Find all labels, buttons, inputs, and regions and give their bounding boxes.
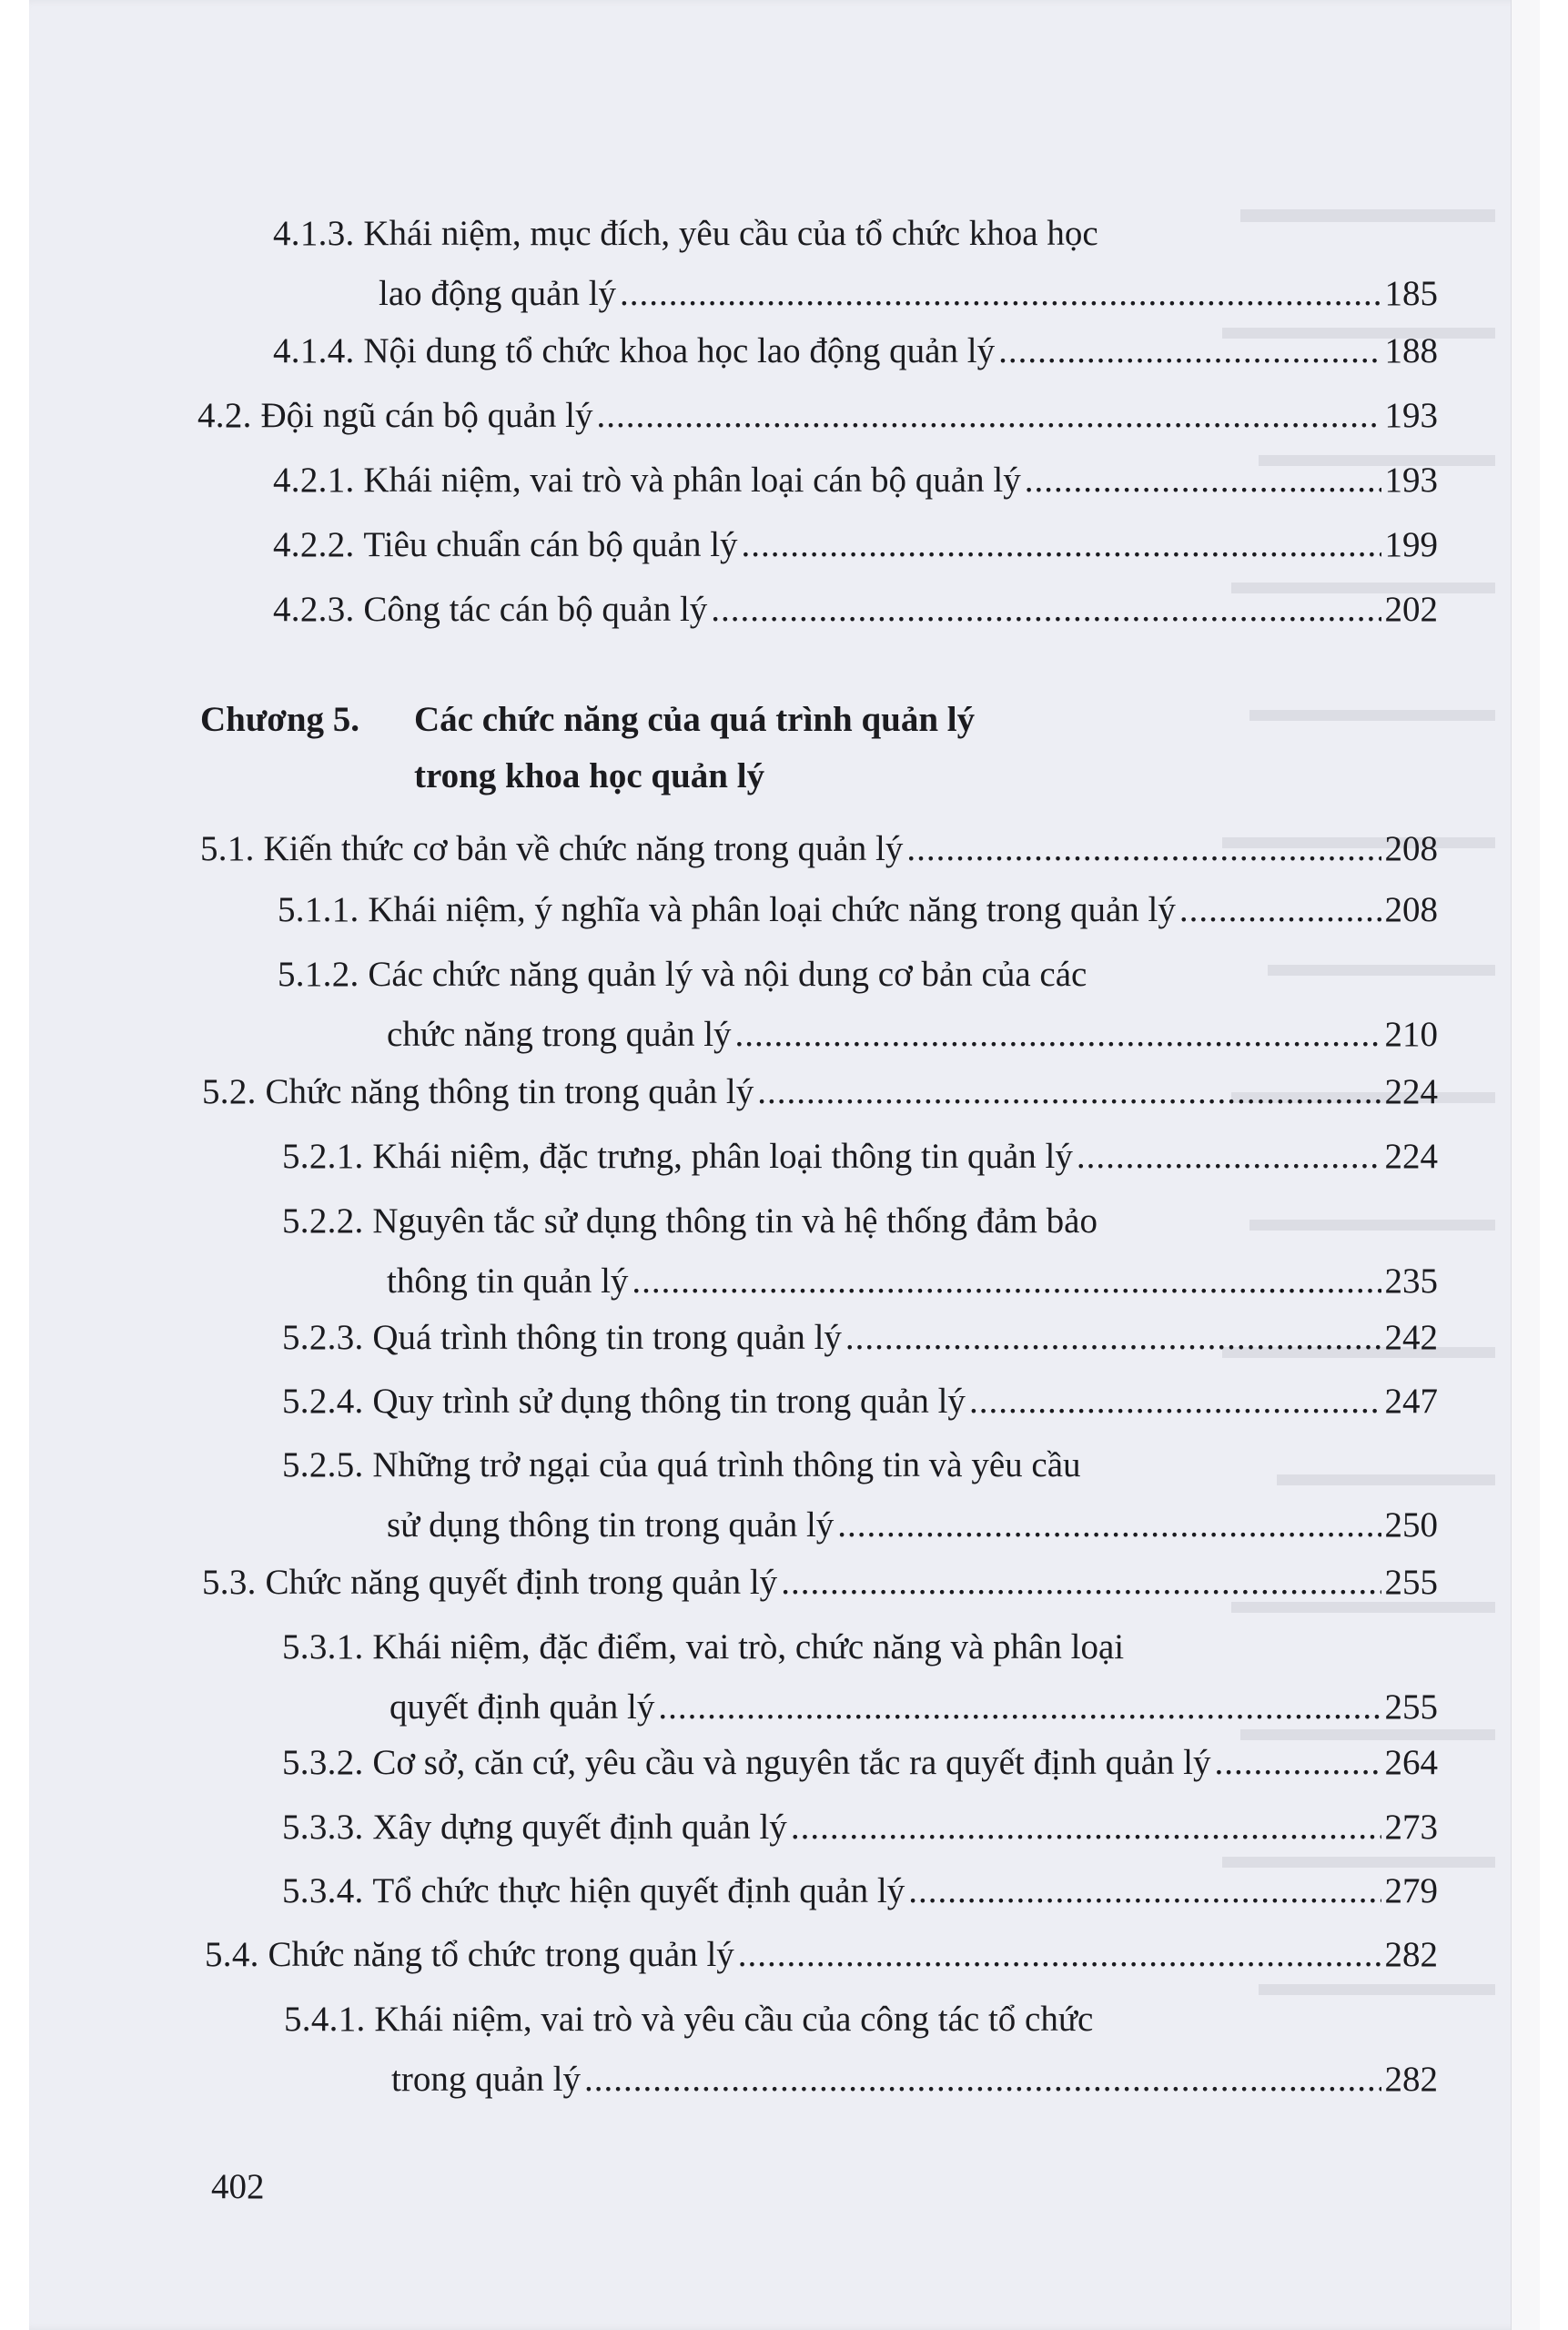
dot-leader: [738, 1925, 1381, 1985]
entry-number: 5.4.1.: [284, 2000, 366, 2039]
entry-number: 5.2.1.: [282, 1137, 364, 1176]
toc-entry-5-1[interactable]: [200, 819, 1438, 879]
toc-entry-5-1-2[interactable]: [278, 945, 1438, 1065]
toc-entry-5-2-2[interactable]: [282, 1191, 1438, 1312]
entry-number: 5.2.: [202, 1072, 257, 1111]
entry-number: 5.1.: [200, 829, 255, 868]
entry-title-continued: trong quản lý: [391, 2060, 581, 2099]
entry-number: 4.1.3.: [273, 214, 355, 253]
chapter-label: Chương 5.: [200, 700, 360, 739]
entry-title: Nội dung tổ chức khoa học lao động quản lý: [363, 331, 996, 370]
toc-entry-5-2-1[interactable]: [282, 1127, 1438, 1187]
entry-page-number: 264: [1384, 1743, 1438, 1782]
page-folio: 402: [211, 2167, 265, 2206]
entry-page-number: 279: [1384, 1871, 1438, 1910]
dot-leader: [1025, 451, 1381, 511]
entry-title: Chức năng thông tin trong quản lý: [265, 1072, 754, 1111]
toc-entry-4-2-1[interactable]: [273, 451, 1438, 511]
dot-leader: [837, 1495, 1381, 1555]
entry-number: 5.2.3.: [282, 1318, 364, 1357]
entry-title: Chức năng quyết định trong quản lý: [265, 1563, 778, 1602]
entry-page-number: 255: [1384, 1687, 1438, 1727]
entry-number: 5.3.2.: [282, 1743, 364, 1782]
entry-number: 4.2.2.: [273, 525, 355, 564]
dot-leader: [1077, 1127, 1381, 1187]
entry-title: Cơ sở, căn cứ, yêu cầu và nguyên tắc ra quyết định quản lý: [372, 1743, 1211, 1782]
entry-page-number: 193: [1384, 461, 1438, 500]
toc-entry-5-3[interactable]: [202, 1553, 1438, 1613]
entry-title-continued: thông tin quản lý: [387, 1261, 629, 1301]
entry-title: Nguyên tắc sử dụng thông tin và hệ thống đảm bảo: [372, 1201, 1098, 1241]
dot-leader: [781, 1553, 1381, 1613]
toc-entry-5-4-1[interactable]: [284, 1990, 1438, 2110]
dot-leader: [620, 264, 1381, 324]
dot-leader: [908, 1861, 1381, 1921]
entry-page-number: 273: [1384, 1808, 1438, 1847]
chapter-heading[interactable]: [200, 692, 975, 805]
entry-title: Quy trình sử dụng thông tin trong quản lý: [372, 1382, 966, 1421]
dot-leader: [906, 819, 1381, 879]
toc-entry-5-2[interactable]: [202, 1062, 1438, 1122]
entry-title-continued: sử dụng thông tin trong quản lý: [387, 1505, 835, 1545]
entry-title: Những trở ngại của quá trình thông tin và yêu cầu: [372, 1445, 1081, 1484]
dot-leader: [969, 1372, 1381, 1432]
dot-leader: [791, 1798, 1381, 1858]
entry-number: 5.3.: [202, 1563, 257, 1602]
entry-title: Khái niệm, vai trò và yêu cầu của công tác tổ chức: [374, 2000, 1094, 2039]
entry-number: 5.2.2.: [282, 1201, 364, 1241]
entry-number: 5.1.1.: [278, 890, 359, 929]
entry-page-number: 247: [1384, 1382, 1438, 1421]
dot-leader: [757, 1062, 1381, 1122]
entry-title: Khái niệm, vai trò và phân loại cán bộ quản lý: [363, 461, 1021, 500]
entry-number: 5.4.: [205, 1935, 259, 1974]
toc-entry-5-3-3[interactable]: [282, 1798, 1438, 1858]
entry-title: Khái niệm, ý nghĩa và phân loại chức năng trong quản lý: [368, 890, 1176, 929]
dot-leader: [845, 1308, 1381, 1368]
entry-page-number: 210: [1384, 1015, 1438, 1054]
entry-title: Tiêu chuẩn cán bộ quản lý: [363, 525, 738, 564]
entry-page-number: 208: [1384, 829, 1438, 868]
dot-leader: [711, 580, 1381, 640]
dot-leader: [735, 1005, 1381, 1065]
dot-leader: [596, 386, 1381, 446]
entry-page-number: 282: [1384, 1935, 1438, 1974]
entry-number: 5.2.5.: [282, 1445, 364, 1484]
entry-title-continued: quyết định quản lý: [389, 1687, 655, 1727]
entry-title: Quá trình thông tin trong quản lý: [372, 1318, 842, 1357]
dot-leader: [998, 321, 1381, 381]
entry-number: 5.1.2.: [278, 955, 359, 994]
dot-leader: [658, 1677, 1381, 1737]
entry-number: 5.3.4.: [282, 1871, 364, 1910]
entry-title: Các chức năng quản lý và nội dung cơ bản của các: [368, 955, 1087, 994]
dot-leader: [632, 1251, 1381, 1312]
toc-entry-5-3-1[interactable]: [282, 1617, 1438, 1737]
entry-number: 4.2.1.: [273, 461, 355, 500]
entry-number: 5.3.1.: [282, 1627, 364, 1666]
entry-title-continued: lao động quản lý: [379, 274, 617, 313]
entry-page-number: 250: [1384, 1505, 1438, 1545]
entry-title: Khái niệm, mục đích, yêu cầu của tổ chức khoa học: [363, 214, 1098, 253]
entry-page-number: 282: [1384, 2060, 1438, 2099]
entry-title: Tổ chức thực hiện quyết định quản lý: [372, 1871, 905, 1910]
entry-title: Công tác cán bộ quản lý: [363, 590, 708, 629]
entry-title: Chức năng tổ chức trong quản lý: [268, 1935, 734, 1974]
chapter-title-continued: trong khoa học quản lý: [414, 756, 765, 795]
dot-leader: [584, 2050, 1381, 2110]
entry-page-number: 202: [1384, 590, 1438, 629]
entry-number: 4.2.3.: [273, 590, 355, 629]
entry-page-number: 188: [1384, 331, 1438, 370]
entry-number: 4.2.: [197, 396, 252, 435]
toc-entry-4-2-3[interactable]: [273, 580, 1438, 640]
toc-entry-5-2-5[interactable]: [282, 1435, 1438, 1555]
entry-number: 5.3.3.: [282, 1808, 364, 1847]
entry-page-number: 224: [1384, 1072, 1438, 1111]
entry-page-number: 185: [1384, 274, 1438, 313]
entry-number: 5.2.4.: [282, 1382, 364, 1421]
entry-title: Đội ngũ cán bộ quản lý: [260, 396, 593, 435]
entry-title-continued: chức năng trong quản lý: [387, 1015, 732, 1054]
dot-leader: [1215, 1733, 1381, 1793]
dot-leader: [742, 515, 1381, 575]
toc-entry-5-4[interactable]: [205, 1925, 1438, 1985]
toc-entry-5-2-3[interactable]: [282, 1308, 1438, 1368]
entry-page-number: 255: [1384, 1563, 1438, 1602]
toc-entry-5-3-4[interactable]: [282, 1861, 1438, 1921]
toc-entry-4-2[interactable]: [197, 386, 1438, 446]
dot-leader: [1179, 880, 1381, 940]
entry-title: Khái niệm, đặc trưng, phân loại thông tin quản lý: [372, 1137, 1073, 1176]
entry-page-number: 208: [1384, 890, 1438, 929]
toc-entry-5-1-1[interactable]: [278, 880, 1438, 940]
entry-page-number: 224: [1384, 1137, 1438, 1176]
toc-entry-4-1-4[interactable]: [273, 321, 1438, 381]
entry-page-number: 242: [1384, 1318, 1438, 1357]
toc-entry-4-1-3[interactable]: [273, 204, 1438, 324]
entry-title: Xây dựng quyết định quản lý: [372, 1808, 787, 1847]
toc-entry-5-2-4[interactable]: [282, 1372, 1438, 1432]
entry-number: 4.1.4.: [273, 331, 355, 370]
entry-title: Khái niệm, đặc điểm, vai trò, chức năng và phân loại: [372, 1627, 1125, 1666]
entry-title: Kiến thức cơ bản về chức năng trong quản lý: [263, 829, 904, 868]
entry-page-number: 193: [1384, 396, 1438, 435]
toc-entry-5-3-2[interactable]: [282, 1733, 1438, 1793]
entry-page-number: 235: [1384, 1261, 1438, 1301]
entry-page-number: 199: [1384, 525, 1438, 564]
toc-entry-4-2-2[interactable]: [273, 515, 1438, 575]
chapter-title: Các chức năng của quá trình quản lý: [414, 700, 976, 739]
